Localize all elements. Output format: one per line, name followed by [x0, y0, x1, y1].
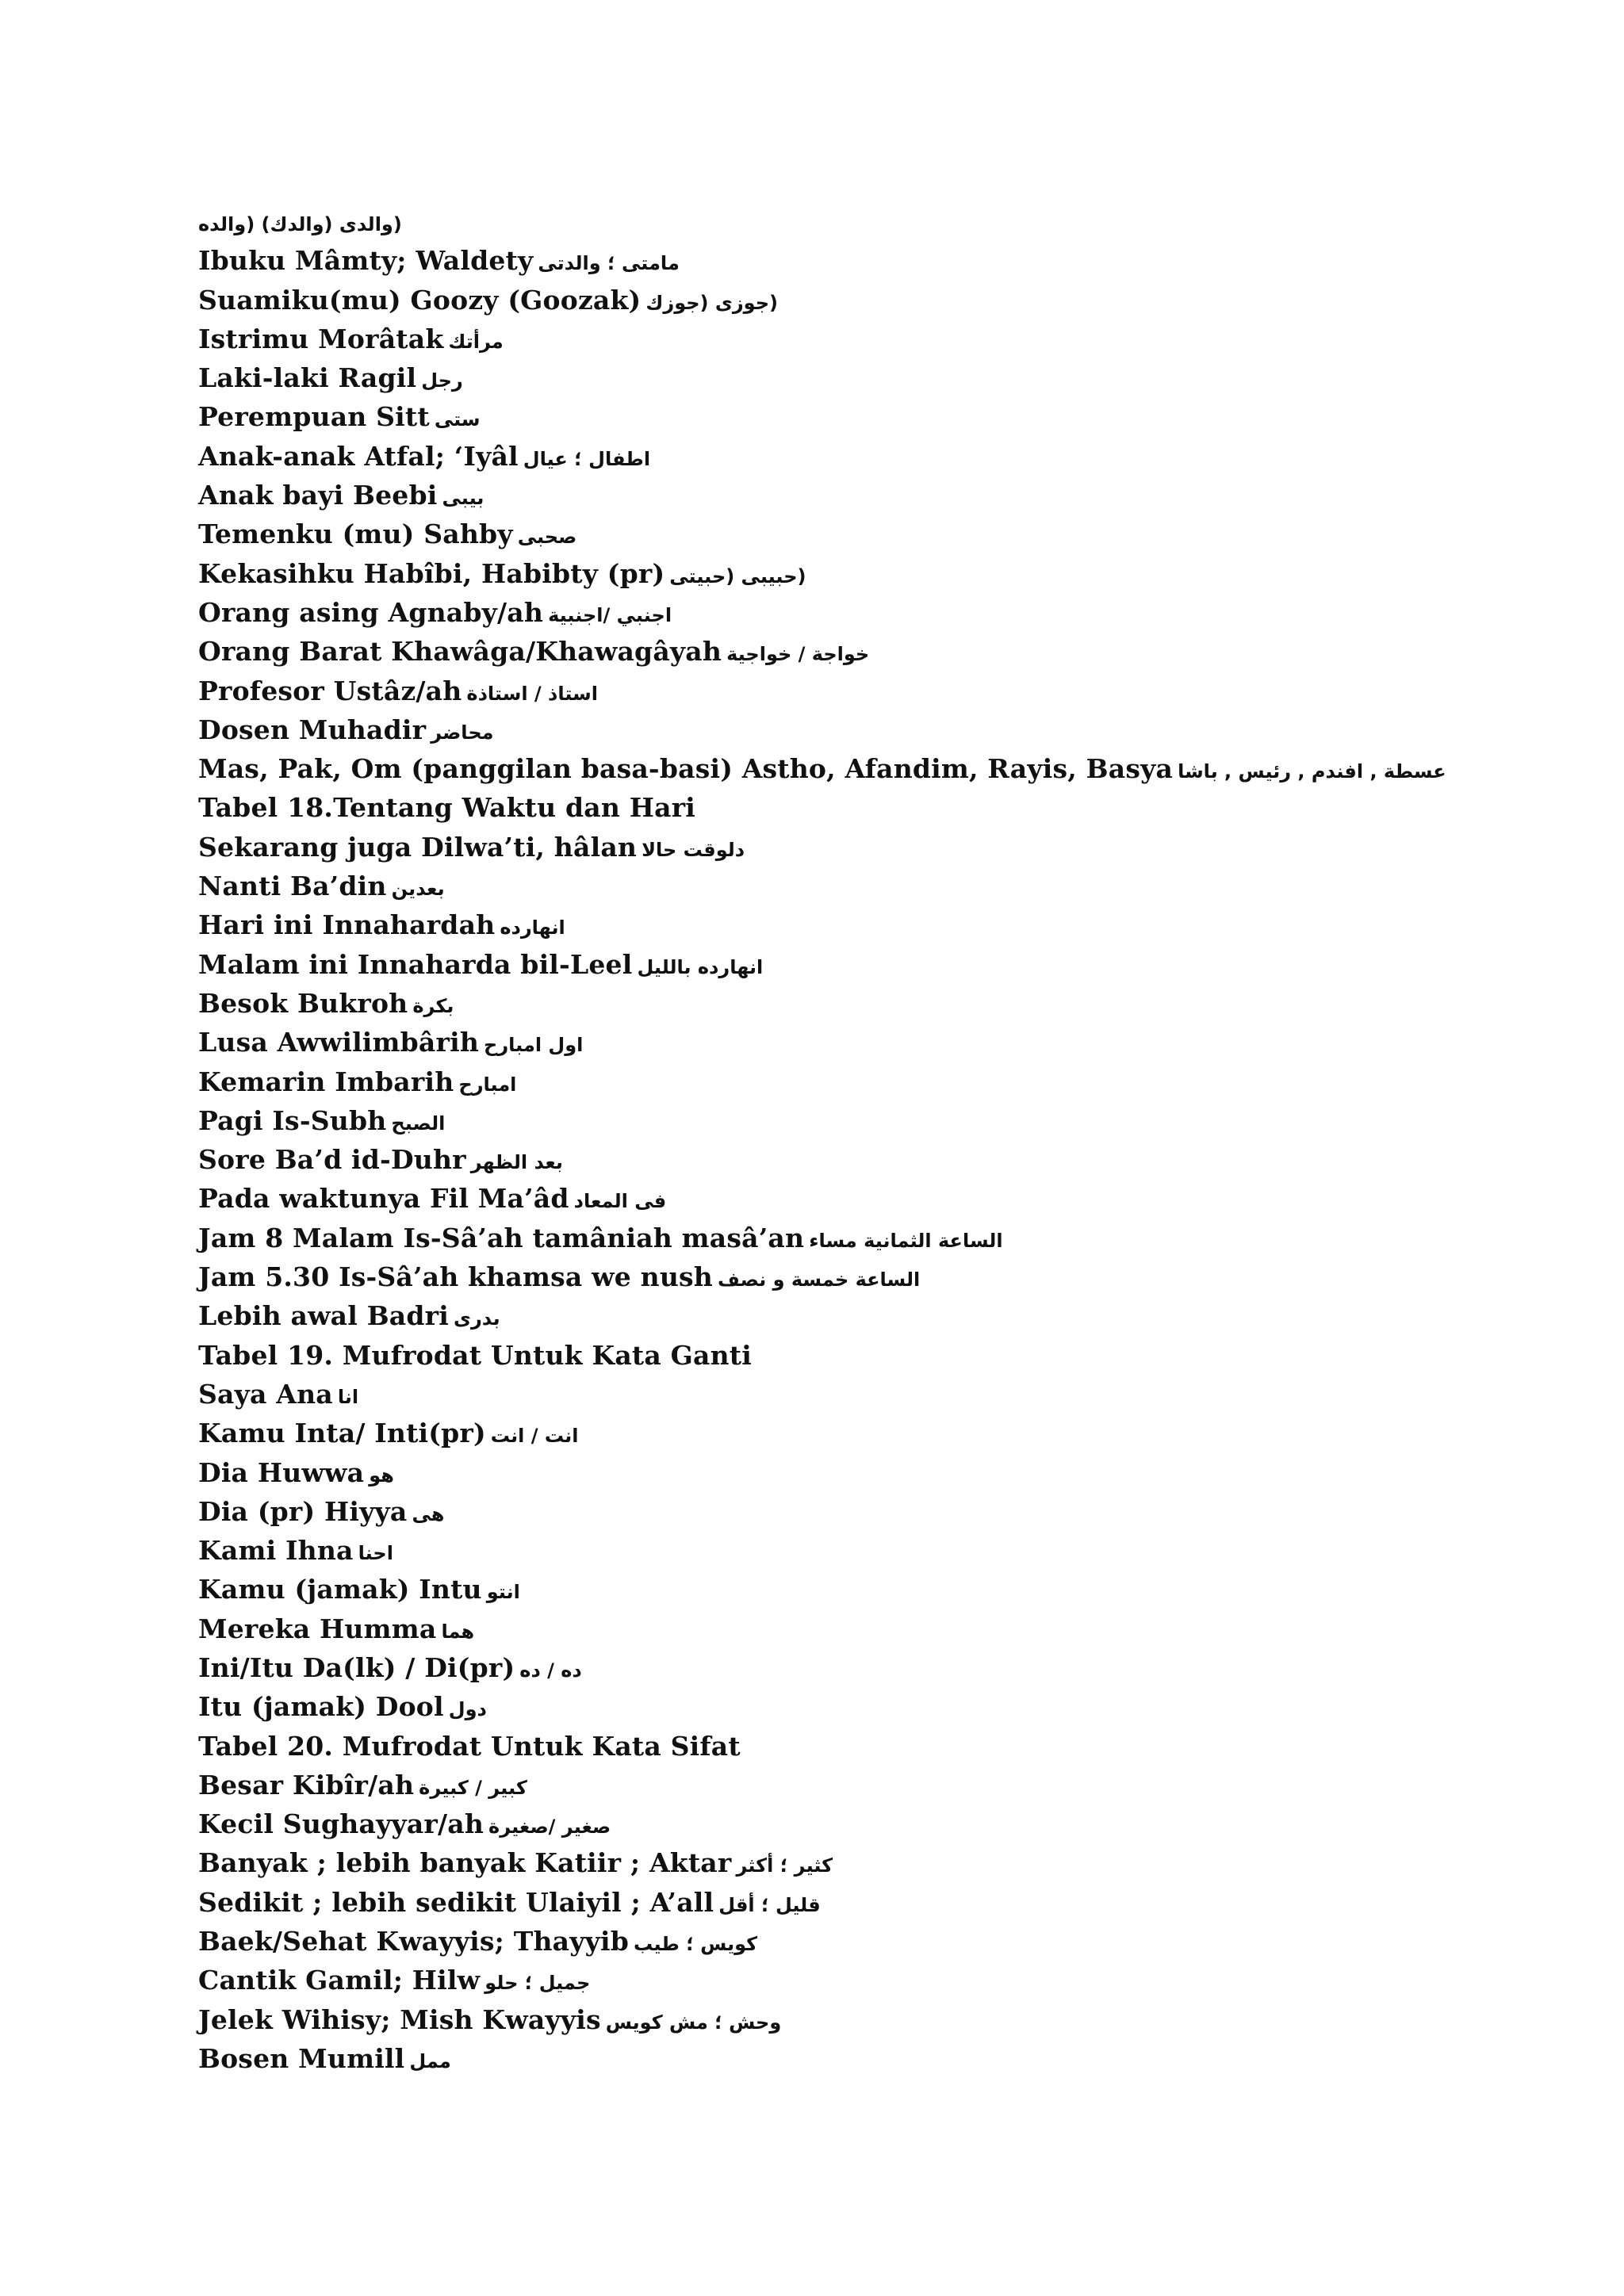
text-line	[198, 1375, 1546, 1414]
text-line	[198, 710, 1546, 749]
latin-text: Istrimu Morâtak	[198, 323, 444, 354]
latin-text: Malam ini Innaharda bil-Leel	[198, 948, 633, 980]
latin-text: Orang Barat Khawâga/Khawagâyah	[198, 636, 722, 668]
arabic-text: (حبيبى (حبيتى	[669, 564, 806, 587]
arabic-text: بكرة	[412, 994, 454, 1017]
latin-text: Lebih awal Badri	[198, 1300, 449, 1332]
latin-text: Kamu Inta/ Inti(pr)	[198, 1418, 486, 1449]
latin-text: Kamu (jamak) Intu	[198, 1574, 482, 1605]
arabic-text: قليل ؛ أقل	[718, 1893, 821, 1916]
text-line	[198, 202, 1546, 241]
arabic-text: انهارده	[500, 916, 565, 939]
latin-text: Laki-laki Ragil	[198, 362, 417, 394]
text-line	[198, 1062, 1546, 1101]
text-line	[198, 554, 1546, 593]
text-line	[198, 593, 1546, 632]
latin-text: Pada waktunya Fil Ma’âd	[198, 1183, 569, 1215]
arabic-text: بعدين	[391, 878, 445, 901]
text-line	[198, 788, 1546, 827]
text-line	[198, 1648, 1546, 1687]
latin-text: Kecil Sughayyar/ah	[198, 1808, 485, 1840]
text-line	[198, 632, 1546, 671]
latin-text: Sedikit ; lebih sedikit Ulaiyil ; A’all	[198, 1886, 714, 1918]
latin-text: Lusa Awwilimbârih	[198, 1027, 480, 1058]
latin-text: Temenku (mu) Sahby	[198, 519, 513, 550]
arabic-text: خواجة / خواجية	[726, 643, 870, 666]
arabic-text: استاذ / استاذة	[466, 682, 598, 705]
text-line	[198, 905, 1546, 944]
latin-text: Tabel 18.Tentang Waktu dan Hari	[198, 792, 696, 824]
latin-text: Besar Kibîr/ah	[198, 1769, 415, 1800]
arabic-text: احنا	[358, 1542, 393, 1565]
latin-text: Anak bayi Beebi	[198, 480, 438, 511]
text-line	[198, 1023, 1546, 1062]
arabic-text: مرأتك	[448, 330, 504, 353]
arabic-text: رجل	[421, 369, 463, 392]
arabic-text: ده / ده	[519, 1659, 582, 1682]
arabic-text: بيبى	[442, 487, 485, 510]
arabic-text: اجنبي /اجنبية	[548, 603, 672, 626]
latin-text: Dia (pr) Hiyya	[198, 1495, 408, 1527]
text-line	[198, 1101, 1546, 1140]
latin-text: Hari ini Innahardah	[198, 909, 496, 941]
arabic-text: الساعة الثمانية مساء	[809, 1229, 1003, 1252]
latin-text: Mereka Humma	[198, 1613, 437, 1644]
latin-text: Anak-anak Atfal; ‘Iyâl	[198, 440, 519, 472]
arabic-text: ستى	[434, 408, 481, 431]
text-line	[198, 1727, 1546, 1766]
latin-text: Pagi Is-Subh	[198, 1104, 387, 1136]
arabic-text: صحبى	[517, 526, 577, 549]
text-line	[198, 867, 1546, 905]
arabic-text: انهارده بالليل	[637, 955, 764, 978]
arabic-text: دول	[448, 1698, 487, 1721]
arabic-text: انتو	[486, 1581, 520, 1604]
arabic-text: هو	[369, 1464, 394, 1487]
text-line	[198, 2000, 1546, 2039]
latin-text: Kekasihku Habîbi, Habibty (pr)	[198, 557, 665, 589]
latin-text: Jam 5.30 Is-Sâ’ah khamsa we nush	[198, 1261, 713, 1293]
text-line	[198, 1961, 1546, 1999]
text-line	[198, 2039, 1546, 2078]
arabic-text: ممل	[409, 2049, 451, 2072]
text-line	[198, 1531, 1546, 1570]
latin-text: Baek/Sehat Kwayyis; Thayyib	[198, 1926, 630, 1957]
arabic-text: محاضر	[431, 721, 494, 744]
latin-text: Ini/Itu Da(lk) / Di(pr)	[198, 1651, 515, 1683]
text-line	[198, 749, 1546, 788]
text-line	[198, 1570, 1546, 1609]
text-line	[198, 1883, 1546, 1922]
text-line	[198, 1766, 1546, 1804]
text-line	[198, 1414, 1546, 1452]
text-line	[198, 1296, 1546, 1335]
latin-text: Orang asing Agnaby/ah	[198, 596, 544, 628]
text-line	[198, 1492, 1546, 1531]
text-line	[198, 1219, 1546, 1257]
text-line	[198, 397, 1546, 436]
arabic-text: دلوقت حالا	[642, 838, 745, 861]
text-line	[198, 281, 1546, 320]
text-line	[198, 828, 1546, 867]
text-line	[198, 1453, 1546, 1492]
arabic-text: امبارح	[458, 1073, 517, 1096]
text-line	[198, 1687, 1546, 1726]
text-line	[198, 945, 1546, 984]
latin-text: Dosen Muhadir	[198, 714, 427, 745]
arabic-text: الصبح	[391, 1112, 446, 1135]
arabic-text: كويس ؛ طيب	[634, 1933, 758, 1956]
text-line	[198, 1257, 1546, 1296]
latin-text: Banyak ; lebih banyak Katiir ; Aktar	[198, 1847, 732, 1879]
arabic-text: (جوزى (جوزك	[645, 291, 778, 314]
arabic-text: بعد الظهر	[470, 1151, 563, 1174]
arabic-text: (والدى (والدك) (والده	[198, 213, 402, 235]
latin-text: Itu (jamak) Dool	[198, 1691, 444, 1723]
latin-text: Jam 8 Malam Is-Sâ’ah tamâniah masâ’an	[198, 1222, 805, 1253]
arabic-text: صغير /صغيرة	[488, 1816, 611, 1839]
text-line	[198, 1843, 1546, 1882]
text-line	[198, 476, 1546, 515]
text-line	[198, 672, 1546, 710]
arabic-text: اول امبارح	[484, 1034, 584, 1057]
latin-text: Saya Ana	[198, 1378, 333, 1410]
latin-text: Profesor Ustâz/ah	[198, 675, 462, 706]
arabic-text: عسطة , افندم , رئيس , باشا	[1178, 760, 1446, 783]
latin-text: Besok Bukroh	[198, 987, 408, 1019]
arabic-text: بدرى	[453, 1307, 500, 1330]
arabic-text: اطفال ؛ عيال	[523, 447, 651, 470]
latin-text: Tabel 20. Mufrodat Untuk Kata Sifat	[198, 1730, 741, 1762]
latin-text: Suamiku(mu) Goozy (Goozak)	[198, 284, 642, 316]
latin-text: Mas, Pak, Om (panggilan basa-basi) Astho, Afandim, Rayis, Basya	[198, 753, 1174, 785]
text-line	[198, 437, 1546, 476]
arabic-text: هما	[441, 1620, 475, 1643]
arabic-text: مامتى ؛ والدتى	[538, 252, 680, 275]
text-line	[198, 984, 1546, 1023]
arabic-text: كثير ؛ أكثر	[736, 1854, 833, 1877]
arabic-text: فى المعاد	[573, 1190, 667, 1213]
latin-text: Cantik Gamil; Hilw	[198, 1965, 481, 1996]
text-line	[198, 358, 1546, 397]
latin-text: Nanti Ba’din	[198, 871, 387, 902]
text-line	[198, 1609, 1546, 1648]
text-line	[198, 241, 1546, 280]
latin-text: Ibuku Mâmty; Waldety	[198, 245, 534, 277]
latin-text: Kemarin Imbarih	[198, 1066, 454, 1097]
text-line	[198, 320, 1546, 358]
text-line	[198, 515, 1546, 553]
latin-text: Jelek Wihisy; Mish Kwayyis	[198, 2003, 601, 2035]
arabic-text: انا	[337, 1385, 359, 1408]
arabic-text: وحش ؛ مش كويس	[605, 2011, 782, 2034]
latin-text: Kami Ihna	[198, 1535, 354, 1567]
text-line	[198, 1922, 1546, 1961]
text-line	[198, 1140, 1546, 1179]
latin-text: Tabel 19. Mufrodat Untuk Kata Ganti	[198, 1339, 752, 1371]
arabic-text: جميل ؛ حلو	[485, 1972, 591, 1995]
arabic-text: كبير / كبيرة	[419, 1776, 527, 1799]
arabic-text: هى	[412, 1502, 445, 1525]
text-line	[198, 1336, 1546, 1375]
arabic-text: انت / انت	[490, 1425, 579, 1448]
arabic-text: الساعة خمسة و نصف	[718, 1269, 921, 1292]
latin-text: Perempuan Sitt	[198, 401, 430, 433]
latin-text: Dia Huwwa	[198, 1456, 365, 1488]
latin-text: Sekarang juga Dilwa’ti, hâlan	[198, 831, 638, 863]
text-line	[198, 1179, 1546, 1218]
text-line	[198, 1804, 1546, 1843]
latin-text: Bosen Mumill	[198, 2042, 405, 2074]
latin-text: Sore Ba’d id-Duhr	[198, 1144, 466, 1176]
document-body	[198, 202, 1546, 2078]
